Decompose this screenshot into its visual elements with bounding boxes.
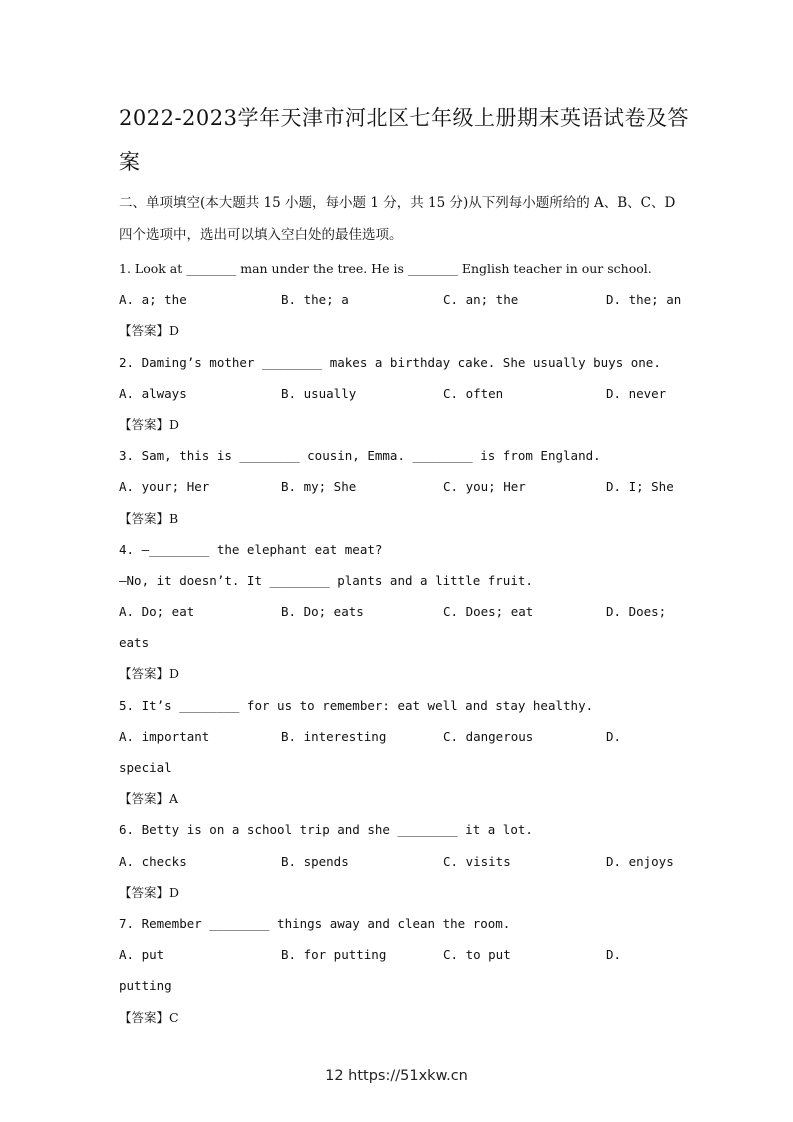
answer-line: 【答案】B bbox=[119, 510, 179, 526]
option-a: A. Do; eat bbox=[119, 604, 195, 620]
option-a: A. your; Her bbox=[119, 479, 210, 495]
option-d: D. bbox=[606, 947, 622, 963]
options-row bbox=[119, 939, 689, 970]
options-row bbox=[119, 596, 689, 627]
option-a: A. checks bbox=[119, 853, 187, 869]
options-row bbox=[119, 284, 689, 315]
question-1 bbox=[119, 253, 689, 347]
option-d: D. Does; bbox=[606, 604, 667, 620]
option-d-continuation: eats bbox=[119, 635, 150, 651]
option-d: D. the; an bbox=[606, 292, 682, 308]
option-d-continuation: special bbox=[119, 760, 172, 775]
option-b: B. my; She bbox=[281, 479, 357, 495]
question-stem-reply: —No, it doesn’t. It ________ plants and a little fruit. bbox=[119, 572, 533, 588]
option-d: D. I; She bbox=[606, 479, 674, 495]
question-4 bbox=[119, 534, 689, 690]
option-b: B. interesting bbox=[281, 728, 387, 744]
document-title: 2022-2023学年天津市河北区七年级上册期末英语试卷及答案 bbox=[119, 106, 689, 174]
answer-line: 【答案】C bbox=[119, 1009, 179, 1025]
question-stem: 4. —________ the elephant eat meat? bbox=[119, 541, 383, 557]
option-d: D. never bbox=[606, 385, 667, 401]
option-b: B. for putting bbox=[281, 947, 387, 963]
option-a: A. important bbox=[119, 728, 210, 744]
question-stem: 1. Look at ________ man under the tree. He is ________ English teacher in our school. bbox=[119, 261, 652, 276]
option-a: A. put bbox=[119, 947, 165, 963]
answer-line: 【答案】D bbox=[119, 884, 180, 900]
option-d-continuation: putting bbox=[119, 978, 172, 994]
question-stem: 2. Daming’s mother ________ makes a birthday cake. She usually buys one. bbox=[119, 354, 661, 370]
option-a: A. a; the bbox=[119, 292, 187, 308]
option-c: C. you; Her bbox=[443, 479, 526, 495]
options-row bbox=[119, 721, 689, 752]
option-d: D. bbox=[606, 728, 622, 744]
question-3 bbox=[119, 440, 689, 534]
option-a: A. always bbox=[119, 385, 187, 401]
answer-line: 【答案】D bbox=[119, 666, 180, 682]
answer-line: 【答案】D bbox=[119, 323, 180, 339]
option-b: B. spends bbox=[281, 853, 349, 869]
option-b: B. Do; eats bbox=[281, 604, 364, 620]
option-c: C. an; the bbox=[443, 292, 519, 308]
question-2 bbox=[119, 347, 689, 441]
answer-line: 【答案】D bbox=[119, 416, 180, 432]
options-row bbox=[119, 471, 689, 502]
option-c: C. to put bbox=[443, 947, 511, 963]
options-row bbox=[119, 846, 689, 877]
option-c: C. visits bbox=[443, 853, 511, 869]
option-b: B. the; a bbox=[281, 292, 349, 308]
question-7 bbox=[119, 908, 689, 1033]
answer-line: 【答案】A bbox=[119, 791, 179, 807]
question-stem: 7. Remember ________ things away and clean the room. bbox=[119, 915, 511, 931]
options-row bbox=[119, 378, 689, 409]
option-b: B. usually bbox=[281, 385, 357, 401]
question-stem: 3. Sam, this is ________ cousin, Emma. ________ is from England. bbox=[119, 448, 601, 464]
question-list bbox=[119, 253, 689, 1033]
option-c: C. Does; eat bbox=[443, 604, 534, 620]
question-6 bbox=[119, 814, 689, 908]
section-instructions: 二、单项填空(本大题共 15 小题，每小题 1 分，共 15 分)从下列每小题所给的 A、B、C、D 四个选项中，选出可以填入空白处的最佳选项。 bbox=[119, 195, 676, 243]
option-c: C. often bbox=[443, 385, 504, 401]
option-d: D. enjoys bbox=[606, 853, 674, 869]
question-stem: 6. Betty is on a school trip and she ________ it a lot. bbox=[119, 822, 533, 838]
question-5 bbox=[119, 690, 689, 815]
question-stem: 5. It’s ________ for us to remember: eat well and stay healthy. bbox=[119, 697, 594, 713]
page-footer: 12 https://51xkw.cn bbox=[325, 1068, 468, 1084]
option-c: C. dangerous bbox=[443, 728, 534, 744]
